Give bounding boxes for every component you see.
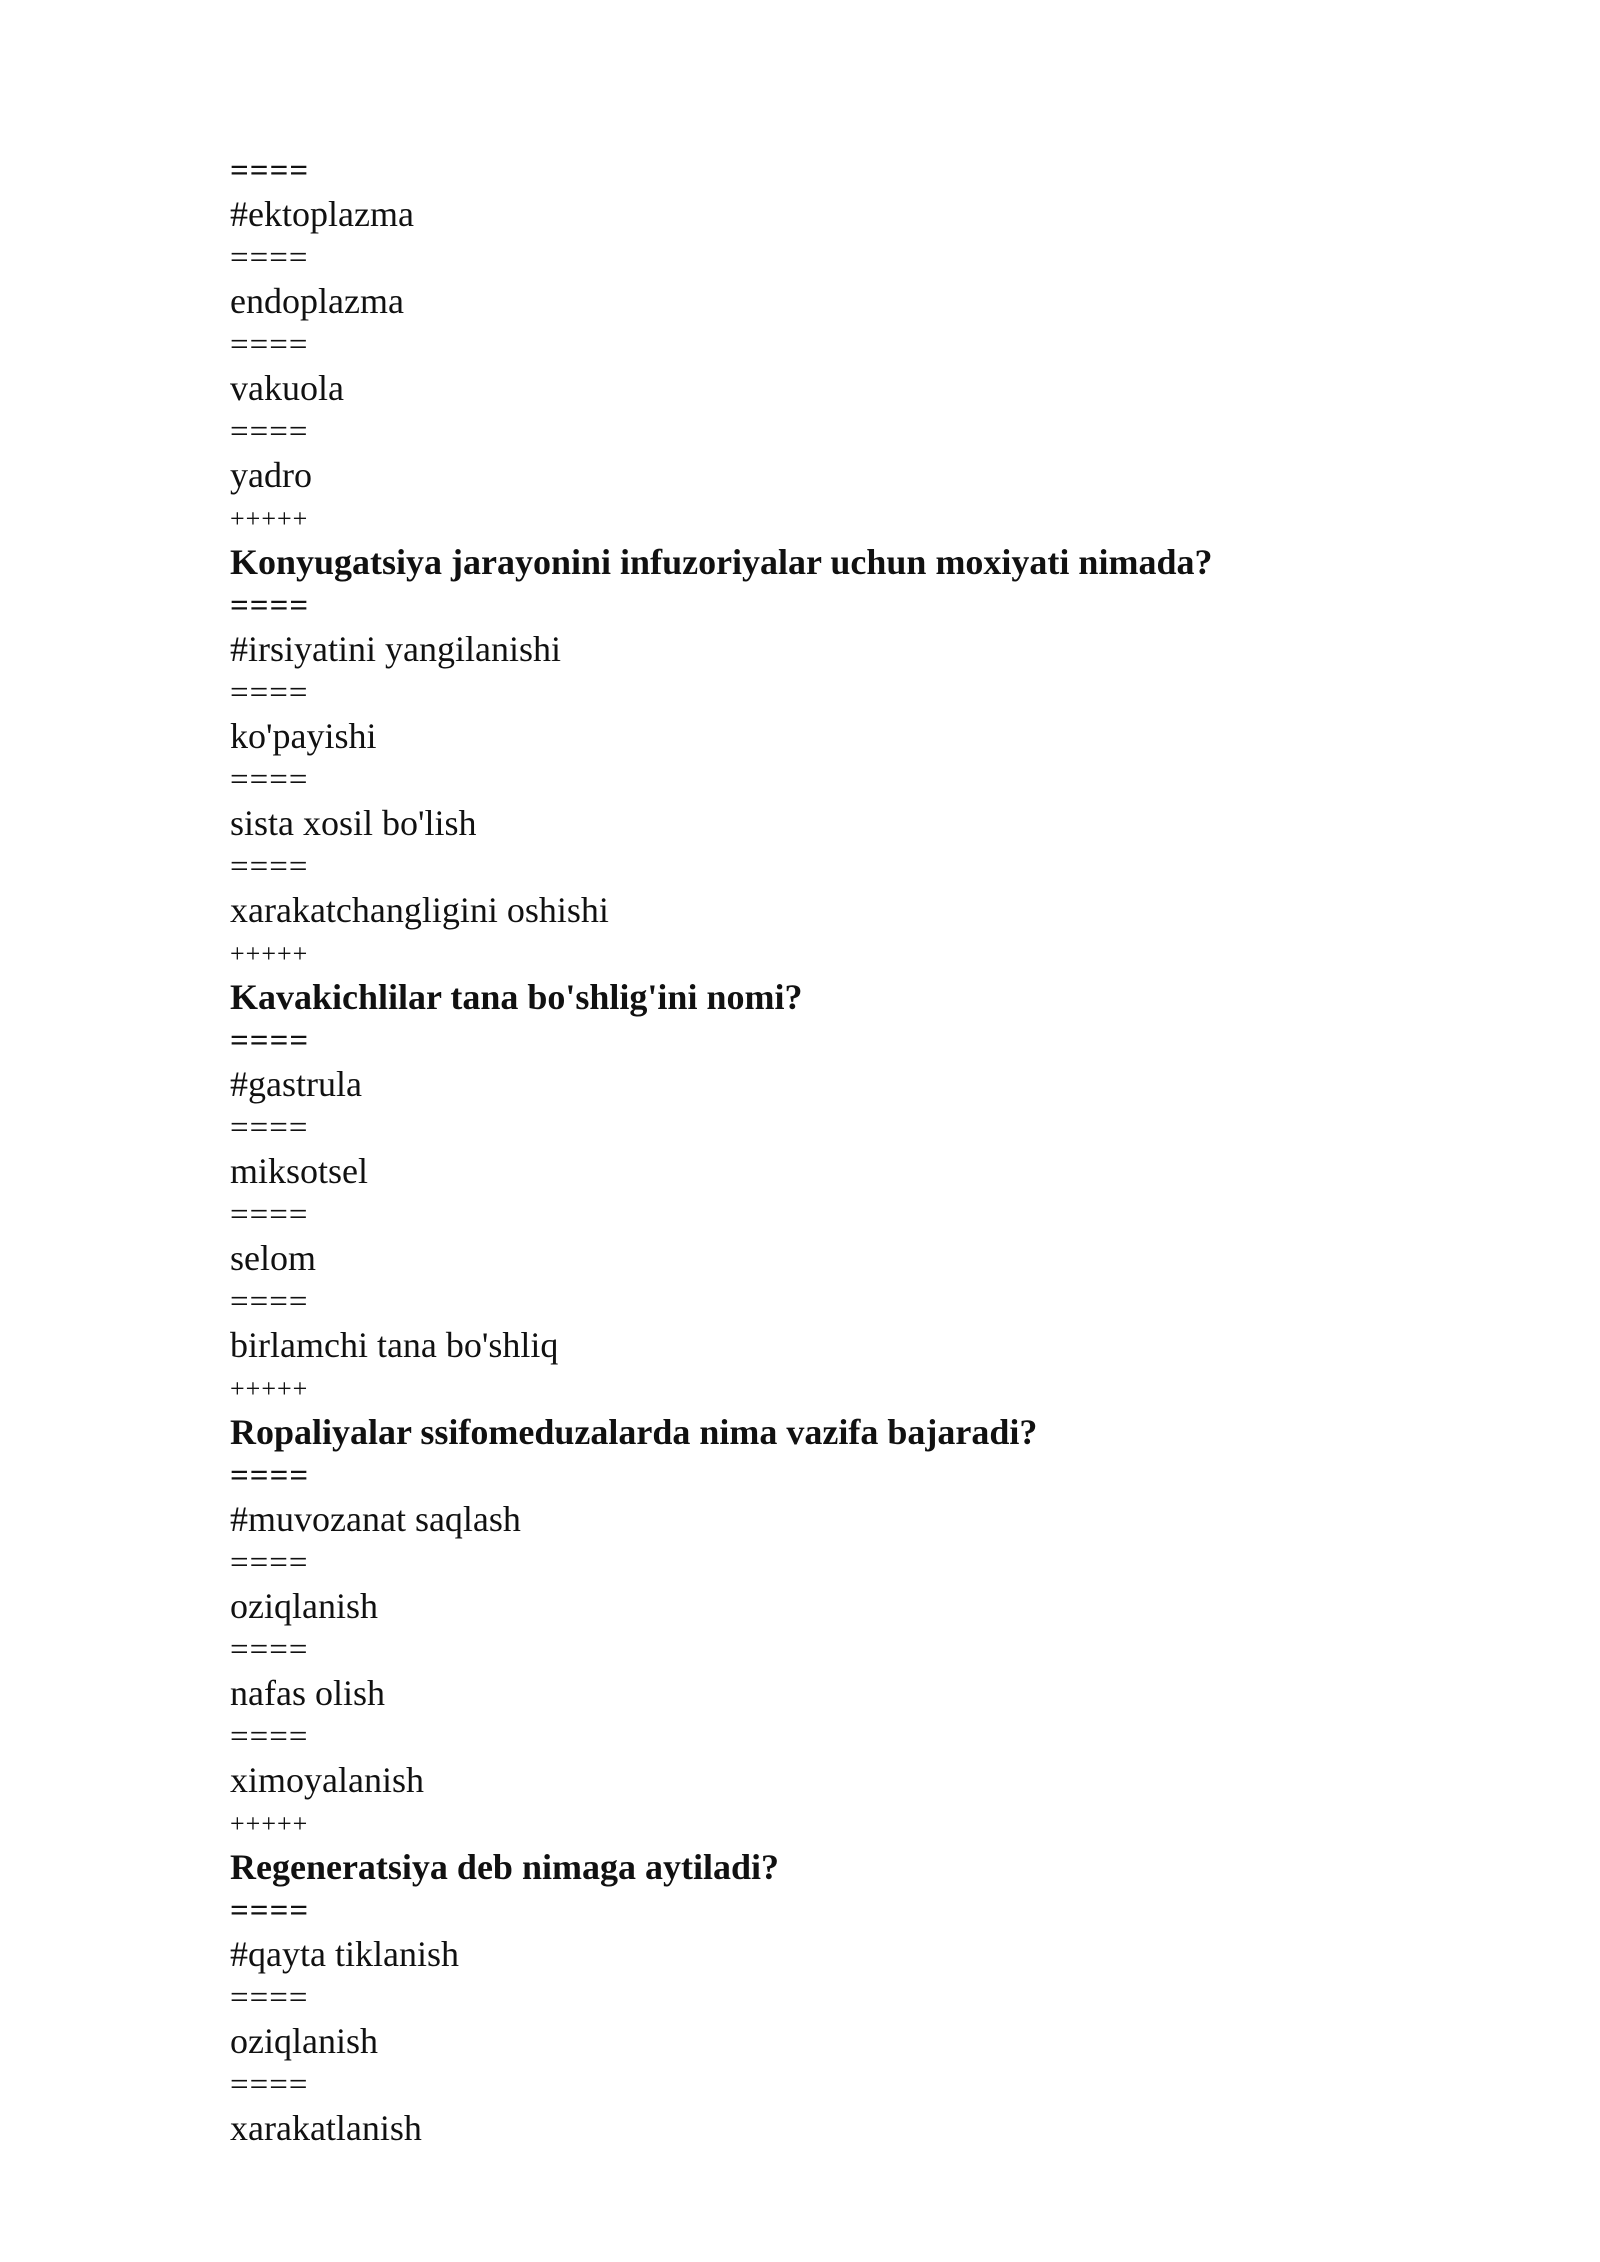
answer-option: #ektoplazma bbox=[230, 194, 414, 234]
question-separator: +++++ bbox=[230, 504, 309, 533]
question-block-2 bbox=[230, 939, 1430, 1374]
answer-option: birlamchi tana bo'shliq bbox=[230, 1325, 559, 1365]
answer-option: #gastrula bbox=[230, 1064, 362, 1104]
answer-option: vakuola bbox=[230, 368, 344, 408]
option-separator: ==== bbox=[230, 153, 310, 189]
question-block-4 bbox=[230, 1809, 1430, 2157]
answer-option: xarakatlanish bbox=[230, 2108, 422, 2148]
option-separator: ==== bbox=[230, 1545, 309, 1581]
answer-option: miksotsel bbox=[230, 1151, 369, 1191]
question-separator: +++++ bbox=[230, 1374, 309, 1403]
answer-option: oziqlanish bbox=[230, 1586, 378, 1626]
question-text: Kavakichlilar tana bo'shlig'ini nomi? bbox=[230, 977, 803, 1017]
option-separator: ==== bbox=[230, 849, 309, 885]
answer-option: yadro bbox=[230, 455, 312, 495]
option-separator: ==== bbox=[230, 327, 309, 363]
answer-option: #qayta tiklanish bbox=[230, 1934, 459, 1974]
question-block-previous bbox=[230, 153, 1430, 504]
answer-option: ko'payishi bbox=[230, 716, 377, 756]
option-separator: ==== bbox=[230, 1197, 309, 1233]
question-text: Konyugatsiya jarayonini infuzoriyalar uchun moxiyati nimada? bbox=[230, 542, 1213, 582]
option-separator: ==== bbox=[230, 1719, 309, 1755]
option-separator: ==== bbox=[230, 1023, 310, 1059]
option-separator: ==== bbox=[230, 414, 309, 450]
answer-option: #muvozanat saqlash bbox=[230, 1499, 521, 1539]
question-block-3 bbox=[230, 1374, 1430, 1809]
question-separator: +++++ bbox=[230, 939, 309, 968]
question-separator: +++++ bbox=[230, 1809, 309, 1838]
answer-option: nafas olish bbox=[230, 1673, 385, 1713]
option-separator: ==== bbox=[230, 588, 310, 624]
question-text: Ropaliyalar ssifomeduzalarda nima vazifa bajaradi? bbox=[230, 1412, 1038, 1452]
answer-option: sista xosil bo'lish bbox=[230, 803, 477, 843]
option-separator: ==== bbox=[230, 2067, 309, 2103]
answer-option: oziqlanish bbox=[230, 2021, 378, 2061]
option-separator: ==== bbox=[230, 1110, 309, 1146]
document-page bbox=[230, 153, 1430, 2157]
option-separator: ==== bbox=[230, 1284, 309, 1320]
option-separator: ==== bbox=[230, 1458, 310, 1494]
option-separator: ==== bbox=[230, 762, 309, 798]
answer-option: #irsiyatini yangilanishi bbox=[230, 629, 561, 669]
option-separator: ==== bbox=[230, 1893, 310, 1929]
option-separator: ==== bbox=[230, 240, 309, 276]
option-separator: ==== bbox=[230, 675, 309, 711]
question-text: Regeneratsiya deb nimaga aytiladi? bbox=[230, 1847, 779, 1887]
option-separator: ==== bbox=[230, 1632, 309, 1668]
option-separator: ==== bbox=[230, 1980, 309, 2016]
answer-option: endoplazma bbox=[230, 281, 404, 321]
answer-option: selom bbox=[230, 1238, 316, 1278]
answer-option: ximoyalanish bbox=[230, 1760, 424, 1800]
answer-option: xarakatchangligini oshishi bbox=[230, 890, 609, 930]
question-block-1 bbox=[230, 504, 1430, 939]
